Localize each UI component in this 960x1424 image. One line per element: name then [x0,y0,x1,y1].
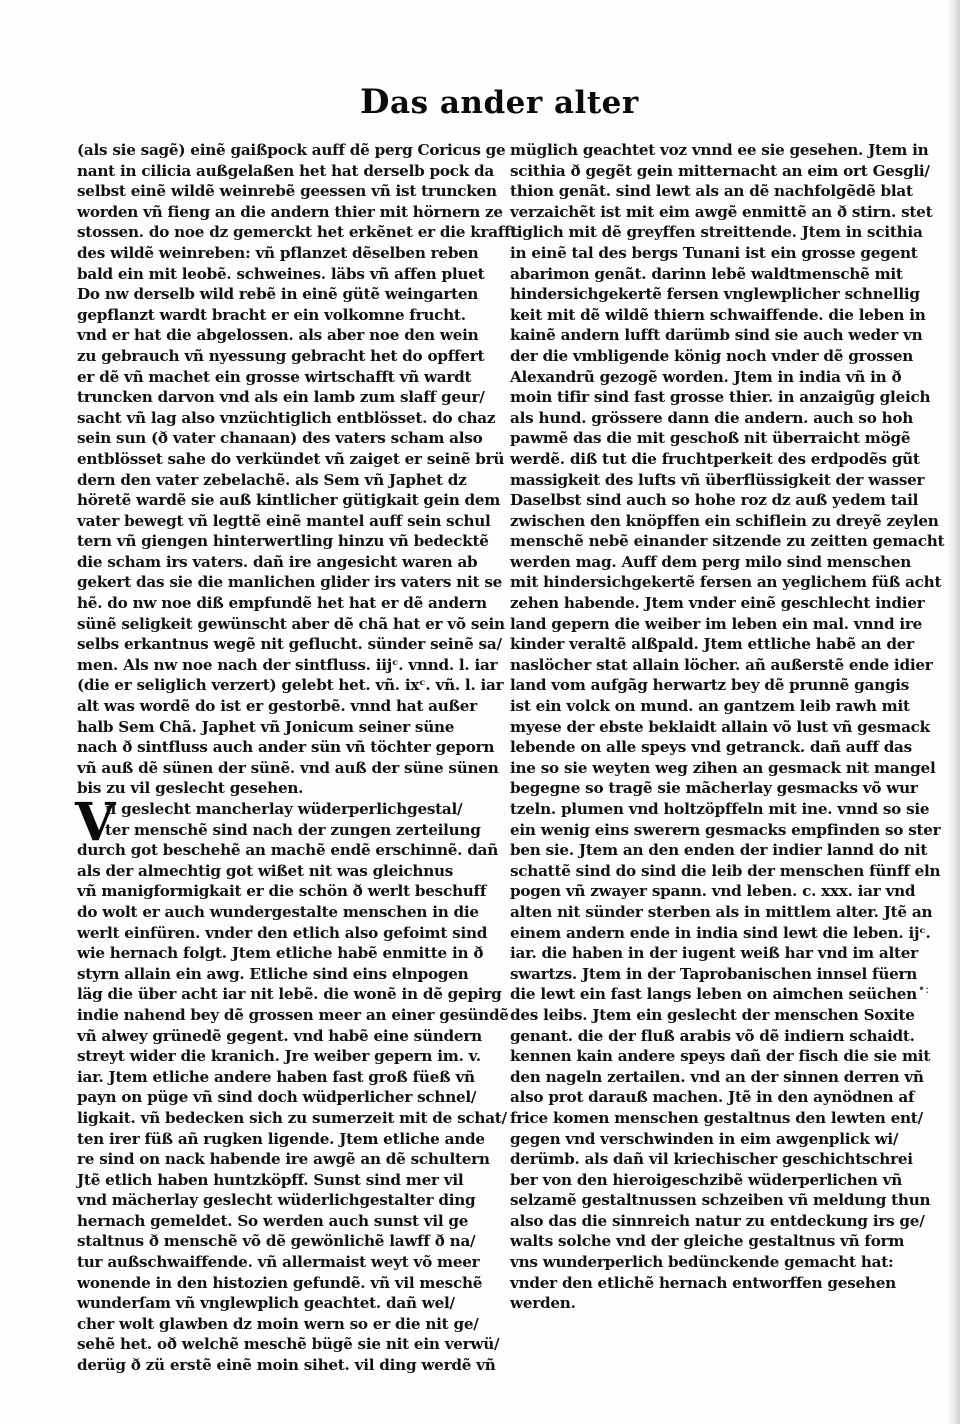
text-line: iar. die haben in der iugent weiß har vnd im alter [510,944,918,963]
text-line: sacht vñ lag also vnzüchtiglich entblösset. do chaz [77,408,496,427]
text-line: worden vñ fieng an die andern thier mit hörnern ze [77,202,503,221]
text-line: nach ð sintfluss auch ander sün vñ töchter geporn [77,738,495,757]
text-line: vater bewegt vñ legttẽ einẽ mantel auff sein schul [77,511,491,530]
text-line: naslöcher stat allain löcher. añ außerstẽ ende idier [510,655,933,674]
margin-mark: •: [918,982,930,996]
text-line: Do nw derselb wild rebẽ in einẽ gütẽ weingarten [77,285,479,304]
text-line: durch got beschehẽ an machẽ endẽ erschinnẽ. dañ [77,841,499,860]
text-line: land gepern die weiber im leben ein mal. vnnd ire [510,614,923,633]
text-line: Jtẽ etlich haben huntzköpff. Sunst sind mer vil [77,1170,464,1189]
text-line: einem andern ende in india sind lewt die leben. ijᶜ. [510,923,931,942]
text-line: selzamẽ gestaltnussen schzeiben vñ meldung thun [510,1191,931,1210]
text-line: genant. die der fluß arabis võ dẽ indiern schaidt. [510,1026,915,1045]
text-line: men. Als nw noe nach der sintfluss. iijᶜ. vnnd. l. iar [77,655,498,674]
text-line: wunderſam vñ vnglewplich geachtet. dañ wel/ [77,1294,455,1313]
text-line: tzeln. plumen vnd holtzöpffeln mit ine. vnnd so sie [510,800,930,818]
text-line: vnd mächerlay geslecht wüderlichgestalter ding [77,1191,476,1210]
text-line: gepflanzt wardt bracht er ein volkomne frucht. [77,305,466,324]
text-line: massigkeit des lufts vñ überflüssigkeit der wasser [510,470,925,489]
text-line: die lewt ein fast langs leben on aimchen seüchen [510,985,917,1004]
text-line: schattẽ sind do sind die leib der menschen fünff eln [510,861,941,880]
text-line: ben sie. Jtem an den enden der indier lannd do nit [510,841,928,860]
text-line: halb Sem Chã. Japhet vñ Jonicum seiner süne [77,717,455,736]
text-line: hẽ. do nw noe diß empfundẽ het hat er dẽ andern [77,594,487,613]
text-line: vñ alwey grünedẽ gegent. vnd habẽ eine sündern [77,1026,482,1045]
text-line: also prot darauß machen. Jtẽ in den aynödnen af [510,1088,915,1107]
text-line: derümb. als dañ vil kriechischer geschichtschrei [510,1150,913,1169]
text-line: kinder veraltẽ alßpald. Jtem ettliche habẽ an der [510,635,914,654]
text-line: sehẽ het. oð welchẽ meschẽ bügẽ sie nit ein verwü/ [77,1335,500,1354]
text-line: Alexandrũ gezogẽ worden. Jtem in india vñ in ð [510,367,902,386]
text-line: vnd er hat die abgelossen. als aber noe den wein [77,326,479,345]
text-line: re sind on nack habende ire awgẽ an dẽ schultern [77,1150,490,1169]
text-line: styrn allain ein awg. Etliche sind eins elnpogen [77,964,469,983]
text-line: zu gebrauch vñ nyessung gebracht het do opffert [77,346,485,365]
running-head-text: as ander alter [389,85,639,121]
text-line: mit hindersichgekertẽ fersen an yeglichem füß acht [510,573,942,592]
text-line: (als sie sagẽ) einẽ gaißpock auff dẽ perg Coricus ge [77,141,506,159]
text-line: nant in cilicia außgelaßen het hat derselb pock da [77,161,495,180]
text-line: abarimon genãt. darinn lebẽ waldtmenschẽ mit [510,264,903,283]
text-line: werlt einfüren. vnder den etlich also gefoimt sind [77,923,488,942]
text-line: alten nit sünder sterben als in mittlem alter. Jtẽ an [510,902,933,921]
text-line: ine so sie weyten weg zihen an gesmack nit mangel [510,758,936,777]
text-line: tiglich mit dẽ greyffen streittende. Jtem in scithia [510,223,923,242]
text-line: ber von den hieroigeschzibẽ wüderperlichen vñ [510,1170,903,1189]
text-line: Daselbst sind auch so hohe roz dz auß yedem tail [510,491,919,510]
text-line: sein sun (ð vater chanaan) des vaters scham also [77,429,483,448]
text-line: werdẽ. diß tut die fruchtperkeit des erdpodẽs gũt [510,449,920,468]
running-head-initial: D [360,82,390,122]
text-line: tern vñ giengen hinterwertling hinzu vñ bedecktẽ [77,532,489,551]
text-line: walts solche vnd der gleiche gestaltnus vñ form [510,1232,905,1251]
text-line: truncken darvon vnd als ein lamb zum slaff geur/ [77,388,485,407]
text-line: (die er seliglich verzert) gelebt het. vñ. ixᶜ. vñ. l. iar [77,676,504,695]
text-line: läg die über acht iar nit lebẽ. die wonẽ in dẽ gepirg [77,985,502,1004]
text-line: selbst einẽ wildẽ weinrebẽ geessen vñ ist truncken [77,182,497,201]
text-line: zehen habende. Jtem vnder einẽ geschlecht indier [510,594,925,613]
text-line: in einẽ tal des bergs Tunani ist ein grosse gegent [510,243,918,262]
text-line: tur außschwaiffende. vñ allermaist weyt võ meer [77,1253,480,1272]
left-text-column [75,140,518,1376]
text-line: swartzs. Jtem in der Taprobanischen innsel füern [510,964,918,983]
text-line: vns wunderperlich bedünckende gemacht hat: [510,1253,894,1272]
text-line: dern den vater zebelachẽ. als Sem vñ Japhet dz [77,470,467,489]
text-line: bis zu vil geslecht gesehen. [77,779,304,798]
text-line: den nageln zertailen. vnd an der sinnen derren vñ [510,1067,924,1086]
text-line: scithia ð gegẽt gein mitternacht an eim ort Gesgli/ [510,161,930,180]
text-line: myese der ebste beklaidt allain võ lust vñ gesmack [510,717,930,736]
text-line: wie hernach folgt. Jtem etliche habẽ enmitte in ð [77,944,484,963]
text-line: ter menschẽ sind nach der zungen zerteilung [105,820,481,839]
text-line: pogen vñ zwayer spann. vnd leben. c. xxx. iar vnd [510,882,916,901]
text-line: lebende on alle speys vnd getranck. dañ auff das [510,738,912,757]
drop-initial: V [75,792,116,853]
text-line: alt was wordẽ do ist er gestorbẽ. vnnd hat außer [77,697,477,716]
text-line: der die vmbligende könig noch vnder dẽ grossen [510,346,914,365]
text-line: kennen kain andere speys dañ der fisch die sie mit [510,1047,931,1066]
text-line: keit mit dẽ wildẽ thiern schwaiffende. die leben in [510,305,926,324]
text-line: die scham irs vaters. dañ ire angesicht waren ab [77,552,478,571]
text-line: staltnus ð menschẽ võ dẽ gewönlichẽ lawff ð na/ [77,1232,476,1251]
text-line: il geslecht mancherlay wüderperlichgestal/ [105,800,463,818]
text-line: derüg ð zü erstẽ einẽ moin sihet. vil ding werdẽ vñ [77,1356,496,1375]
text-line: streyt wider die kranich. Jre weiber gepern im. v. [77,1047,481,1066]
text-line: cher wolt glawben dz moin wern so er die nit ge/ [77,1314,479,1333]
text-line: hindersichgekertẽ fersen vnglewplicher schnellig [510,285,920,304]
text-line: des leibs. Jtem ein geslecht der menschen Soxite [510,1005,915,1024]
text-line: höretẽ wardẽ sie auß kintlicher gütigkait gein dem [77,491,501,510]
text-line: er dẽ vñ machet ein grosse wirtschafft vñ wardt [77,367,472,386]
text-line: sünẽ seligkeit gewünscht aber dẽ chã hat er võ sein [77,614,505,633]
text-line: ist ein volck on mund. an gantzem leib rawh mit [510,697,910,716]
text-line: iar. Jtem etliche andere haben fast groß füeß vñ [77,1067,475,1086]
text-line: moin tifir sind fast grosse thier. in anzaigũg gleich [510,388,931,407]
text-line: frice komen menschen gestaltnus den lewten ent/ [510,1108,923,1127]
text-line: indie nahend bey dẽ grossen meer an einer gesündẽ [77,1005,509,1024]
text-line: stossen. do noe dz gemerckt het erkẽnet er die krafft [77,223,518,242]
text-line: hernach gemeldet. So werden auch sunst vil ge [77,1211,469,1230]
text-line: menschẽ nebẽ einander sitzende zu zeitten gemacht [510,532,945,551]
text-line: verzaichẽt ist mit eim awgẽ enmittẽ an ð stirn. stet [510,202,933,221]
text-line: also das die sinnreich natur zu entdeckung irs ge/ [510,1211,925,1230]
text-line: zwischen den knöpffen ein schiflein zu dreyẽ zeylen [510,511,939,530]
text-line: selbs erkantnus wegẽ nit geflucht. sünder seinẽ sa/ [77,635,502,654]
text-line: thion genãt. sind lewt als an dẽ nachfolgẽdẽ blat [510,182,913,201]
text-line: pawmẽ das die mit geschoß nit überraicht mögẽ [510,429,911,448]
text-line: do wolt er auch wundergestalte menschen in die [77,902,479,921]
text-line: vñ auß dẽ sünen der sünẽ. vnd auß der süne sünen [77,758,499,777]
text-line: bald ein mit leobẽ. schweines. läbs vñ affen pluet [77,264,485,283]
text-line: als der almechtig got wißet nit was gleichnus [77,861,454,880]
text-line: ein wenig eins swerern gesmacks empfinden so ster [510,820,941,839]
text-line: werden. [510,1294,576,1313]
text-line: gekert das sie die manlichen glider irs vaters nit se [77,573,503,592]
text-line: vnder den etlichẽ hernach entworffen gesehen [510,1273,896,1292]
text-line: vñ manigformigkait er die schön ð werlt beschuff [77,882,487,901]
text-line: als hund. grössere dann die andern. auch so hoh [510,408,914,427]
text-line: begegne so tragẽ sie mãcherlay gesmacks võ wur [510,779,918,798]
text-line: werden mag. Auff dem perg milo sind menschen [510,552,912,571]
running-head [360,82,639,122]
text-line: kainẽ andern lufft darümb sind sie auch weder vn [510,326,923,345]
text-line: entblösset sahe do verkündet vñ zaiget er seinẽ brü [77,449,505,468]
text-line: land vom aufgãg herwartz bey dẽ prunnẽ gangis [510,676,910,695]
text-line: ligkait. vñ bedecken sich zu sumerzeit mit de schat/ [77,1108,507,1127]
text-line: müglich geachtet voz vnnd ee sie gesehen. Jtem in [510,141,929,159]
right-text-column [510,140,945,1314]
text-line: ten irer füß añ rugken ligende. Jtem etliche ande [77,1129,485,1148]
page-edge-shadow [946,0,960,1424]
text-line: payn on püge vñ sind doch wüdperlicher schnel/ [77,1088,477,1107]
text-line: wonende in den histozien gefundẽ. vñ vil meschẽ [77,1273,483,1292]
text-line: gegen vnd verschwinden in eim awgenplick wi/ [510,1129,899,1148]
text-line: des wildẽ weinreben: vñ pflanzet dẽselben reben [77,243,479,262]
